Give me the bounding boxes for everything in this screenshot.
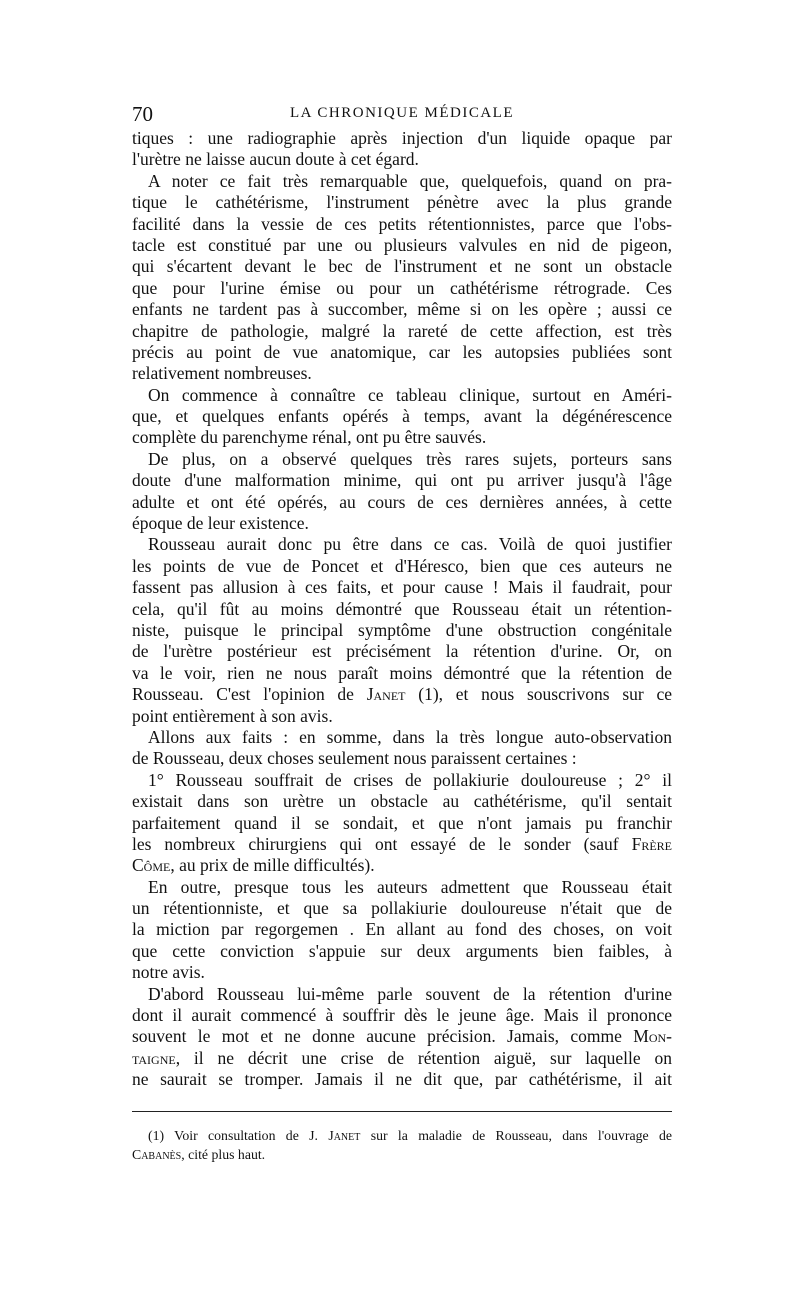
small-caps-name: Frère	[631, 833, 672, 854]
text-line: de l'urètre postérieur est précisément la rétention d'urine. Or, on	[132, 641, 672, 662]
text-line: point entièrement à son avis.	[132, 705, 333, 726]
text-line: dont il aurait commencé à souffrir dès le jeune âge. Mais il prononce	[132, 1005, 672, 1026]
text-line: souvent le mot et ne donne aucune précision. Jamais, comme Mon-	[132, 1026, 672, 1047]
text-line: Côme, au prix de mille difficultés).	[132, 855, 375, 876]
text-line: va le voir, rien ne nous paraît moins démontré que la rétention de	[132, 662, 672, 683]
text-line: les points de vue de Poncet et d'Héresco, bien que ces auteurs ne	[132, 555, 672, 576]
text-line: adulte et ont été opérés, au cours de ces dernières années, à cette	[132, 491, 672, 512]
text-line: de Rousseau, deux choses seulement nous paraissent certaines :	[132, 748, 577, 769]
text-line: que pour l'urine émise ou pour un cathétérisme rétrograde. Ces	[132, 277, 672, 298]
text-line: taigne, il ne décrit une crise de rétention aiguë, sur laquelle on	[132, 1047, 672, 1068]
running-title: LA CHRONIQUE MÉDICALE	[290, 105, 514, 121]
text-line: que, et quelques enfants opérés à temps, avant la dégénérescence	[132, 406, 672, 427]
text-line: On commence à connaître ce tableau clinique, surtout en Améri-	[148, 384, 672, 405]
text-line: tiques : une radiographie après injection d'un liquide opaque par	[132, 128, 672, 148]
text-line: complète du parenchyme rénal, ont pu être sauvés.	[132, 427, 487, 448]
text-line: niste, puisque le principal symptôme d'une obstruction congénitale	[132, 619, 672, 640]
text-line: tacle est constitué par une ou plusieurs valvules en nid de pigeon,	[132, 234, 672, 255]
text-line: l'urètre ne laisse aucun doute à cet égard.	[132, 149, 419, 170]
footnote-line: Cabanès, cité plus haut.	[132, 1147, 266, 1162]
text-line: De plus, on a observé quelques très rares sujets, porteurs sans	[148, 448, 672, 469]
text-line: D'abord Rousseau lui-même parle souvent de la rétention d'urine	[148, 983, 672, 1004]
text-line: existait dans son urètre un obstacle au cathétérisme, qu'il sentait	[132, 791, 672, 812]
text-line: que cette conviction s'appuie sur deux arguments bien faibles, à	[132, 940, 672, 961]
text-line: Allons aux faits : en somme, dans la très longue auto-observation	[148, 726, 672, 747]
text-line: cela, qu'il fût au moins démontré que Rousseau était un rétention-	[132, 598, 672, 619]
text-line: les nombreux chirurgiens qui ont essayé de le sonder (sauf Frère	[132, 833, 672, 854]
text-line: notre avis.	[132, 962, 205, 983]
footnote-rule	[132, 1111, 672, 1112]
text-line: En outre, presque tous les auteurs admettent que Rousseau était	[148, 876, 672, 897]
body-text	[132, 128, 672, 1091]
text-line: relativement nombreuses.	[132, 363, 312, 384]
text-line: fassent pas allusion à ces faits, et pour cause ! Mais il faudrait, pour	[132, 577, 672, 598]
text-line: enfants ne tardent pas à succomber, même si on les opère ; aussi ce	[132, 299, 672, 320]
text-line: facilité dans la vessie de ces petits rétentionnistes, parce que l'obs-	[132, 213, 672, 234]
small-caps-name: Janet	[366, 684, 406, 705]
text-line: parfaitement quand il se sondait, et que n'ont jamais pu franchir	[132, 812, 672, 833]
small-caps-name: taigne	[132, 1047, 176, 1068]
small-caps-name: Mon-	[633, 1026, 672, 1047]
text-line: un rétentionniste, et que sa pollakiurie douloureuse n'était que de	[132, 898, 672, 919]
text-line: précis au point de vue anatomique, car les autopsies publiées sont	[132, 341, 672, 362]
text-line: doute d'une malformation minime, qui ont pu arriver jusqu'à l'âge	[132, 470, 672, 491]
footnote	[132, 1126, 672, 1164]
small-caps-name: Côme	[132, 855, 171, 876]
text-line: A noter ce fait très remarquable que, quelquefois, quand on pra-	[148, 170, 672, 191]
text-line: tique le cathétérisme, l'instrument pénètre avec la plus grande	[132, 192, 672, 213]
text-line: la miction par regorgemen . En allant au fond des choses, on voit	[132, 919, 672, 940]
text-line: Rousseau aurait donc pu être dans ce cas. Voilà de quoi justifier	[148, 534, 672, 555]
text-line: qui s'écartent devant le bec de l'instrument et ne sont un obstacle	[132, 256, 672, 277]
footnote-line: (1) Voir consultation de J. Janet sur la maladie de Rousseau, dans l'ouvrage de	[148, 1128, 672, 1143]
text-line: ne saurait se tromper. Jamais il ne dit que, par cathétérisme, il ait	[132, 1069, 672, 1090]
text-line: 1° Rousseau souffrait de crises de pollakiurie douloureuse ; 2° il	[148, 769, 672, 790]
text-line: chapitre de pathologie, malgré la rareté de cette affection, est très	[132, 320, 672, 341]
page-header	[132, 102, 672, 128]
text-line: époque de leur existence.	[132, 513, 309, 534]
text-line: Rousseau. C'est l'opinion de Janet (1), et nous souscrivons sur ce	[132, 684, 672, 705]
page-number: 70	[132, 102, 153, 126]
